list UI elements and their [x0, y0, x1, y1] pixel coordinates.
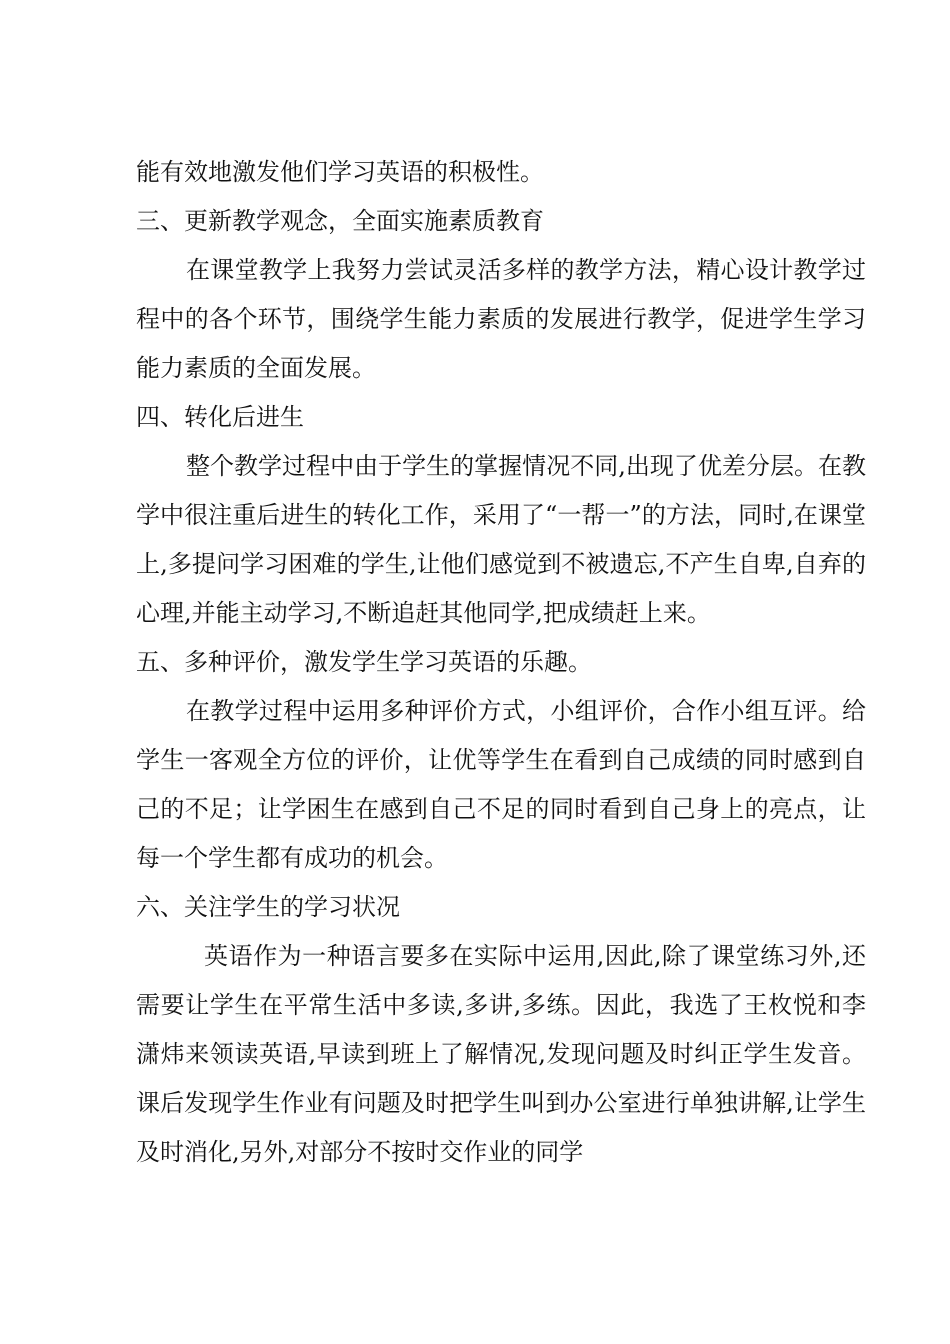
section-heading-6: 六、关注学生的学习状况	[136, 893, 400, 921]
document-body	[136, 148, 866, 1177]
paragraph-section-3: 在课堂教学上我努力尝试灵活多样的教学方法，精心设计教学过程中的各个环节，围绕学生能力素质的发展进行教学，促进学生学习能力素质的全面发展。	[136, 256, 866, 382]
paragraph-continuation: 能有效地激发他们学习英语的积极性。	[136, 158, 544, 186]
section-heading-5: 五、多种评价，激发学生学习英语的乐趣。	[136, 648, 592, 676]
section-heading-3: 三、更新教学观念，全面实施素质教育	[136, 207, 544, 235]
paragraph-section-6: 英语作为一种语言要多在实际中运用,因此,除了课堂练习外,还需要让学生在平常生活中多读,多讲,多练。因此，我选了王枚悦和李潇炜来领读英语,早读到班上了解情况,发现问题及时纠正学生发音。课后发现学生作业有问题及时把学生叫到办公室进行单独讲解,让学生及时消化,另外,对部分不按时交作业的同学	[136, 942, 866, 1166]
section-heading-4: 四、转化后进生	[136, 403, 304, 431]
paragraph-section-4: 整个教学过程中由于学生的掌握情况不同,出现了优差分层。在教学中很注重后进生的转化工作，采用了“一帮一”的方法，同时,在课堂上,多提问学习困难的学生,让他们感觉到不被遗忘,不产生自卑,自弃的心理,并能主动学习,不断追赶其他同学,把成绩赶上来。	[136, 452, 866, 627]
paragraph-section-5: 在教学过程中运用多种评价方式，小组评价，合作小组互评。给学生一客观全方位的评价，让优等学生在看到自己成绩的同时感到自己的不足；让学困生在感到自己不足的同时看到自己身上的亮点，让每一个学生都有成功的机会。	[136, 697, 866, 872]
